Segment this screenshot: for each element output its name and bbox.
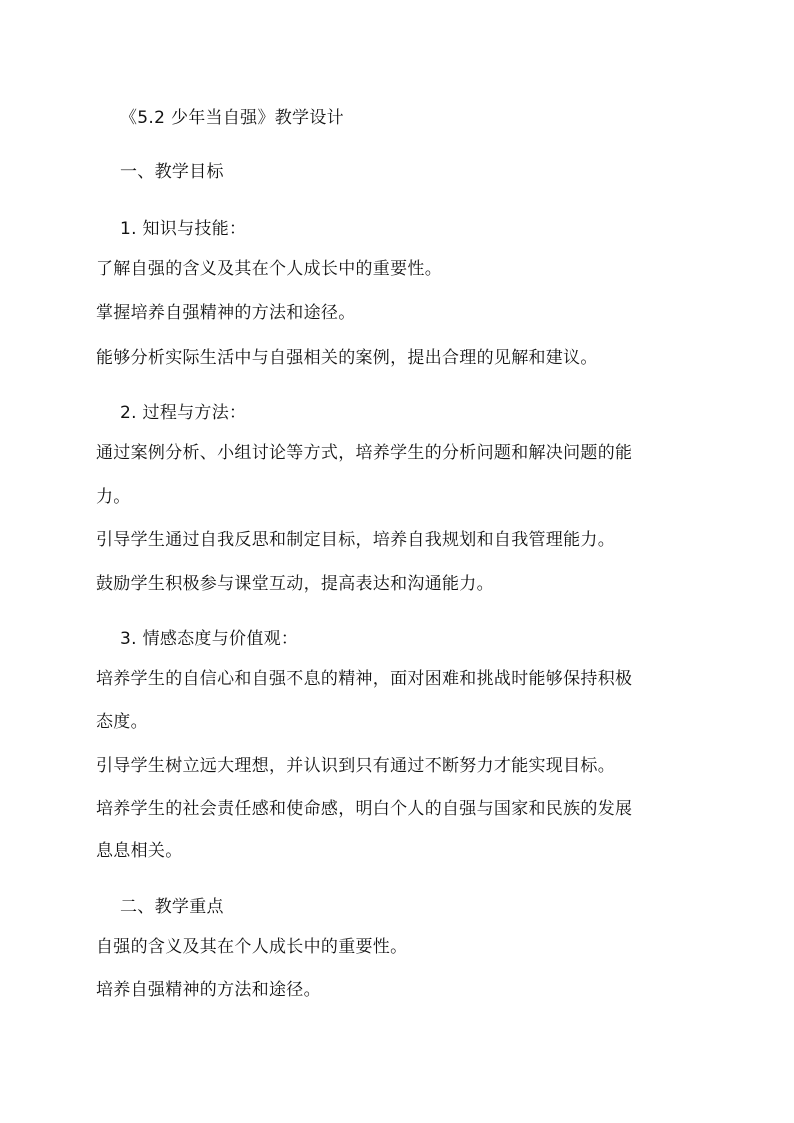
document-title: 《5.2 少年当自强》教学设计 bbox=[120, 108, 344, 128]
subsection-heading-process-methods: 2. 过程与方法： bbox=[120, 403, 247, 423]
paragraph: 掌握培养自强精神的方法和途径。 bbox=[96, 303, 356, 323]
paragraph: 培养学生的自信心和自强不息的精神，面对困难和挑战时能够保持积极 bbox=[96, 669, 633, 689]
paragraph: 自强的含义及其在个人成长中的重要性。 bbox=[96, 937, 408, 957]
paragraph: 能够分析实际生活中与自强相关的案例，提出合理的见解和建议。 bbox=[96, 348, 598, 368]
subsection-heading-knowledge-skills: 1. 知识与技能： bbox=[120, 219, 247, 239]
paragraph: 了解自强的含义及其在个人成长中的重要性。 bbox=[96, 259, 442, 279]
paragraph: 通过案例分析、小组讨论等方式，培养学生的分析问题和解决问题的能 bbox=[96, 443, 633, 463]
section-heading-teaching-objectives: 一、教学目标 bbox=[120, 162, 224, 182]
paragraph: 鼓励学生积极参与课堂互动，提高表达和沟通能力。 bbox=[96, 574, 494, 594]
paragraph-continuation: 息息相关。 bbox=[96, 841, 183, 861]
paragraph-continuation: 态度。 bbox=[96, 712, 148, 732]
paragraph: 引导学生通过自我反思和制定目标，培养自我规划和自我管理能力。 bbox=[96, 530, 615, 550]
paragraph: 培养自强精神的方法和途径。 bbox=[96, 980, 321, 1000]
section-heading-teaching-focus: 二、教学重点 bbox=[120, 897, 224, 917]
paragraph-continuation: 力。 bbox=[96, 487, 131, 507]
subsection-heading-attitudes-values: 3. 情感态度与价值观： bbox=[120, 629, 299, 649]
paragraph: 培养学生的社会责任感和使命感，明白个人的自强与国家和民族的发展 bbox=[96, 799, 633, 819]
paragraph: 引导学生树立远大理想，并认识到只有通过不断努力才能实现目标。 bbox=[96, 756, 615, 776]
